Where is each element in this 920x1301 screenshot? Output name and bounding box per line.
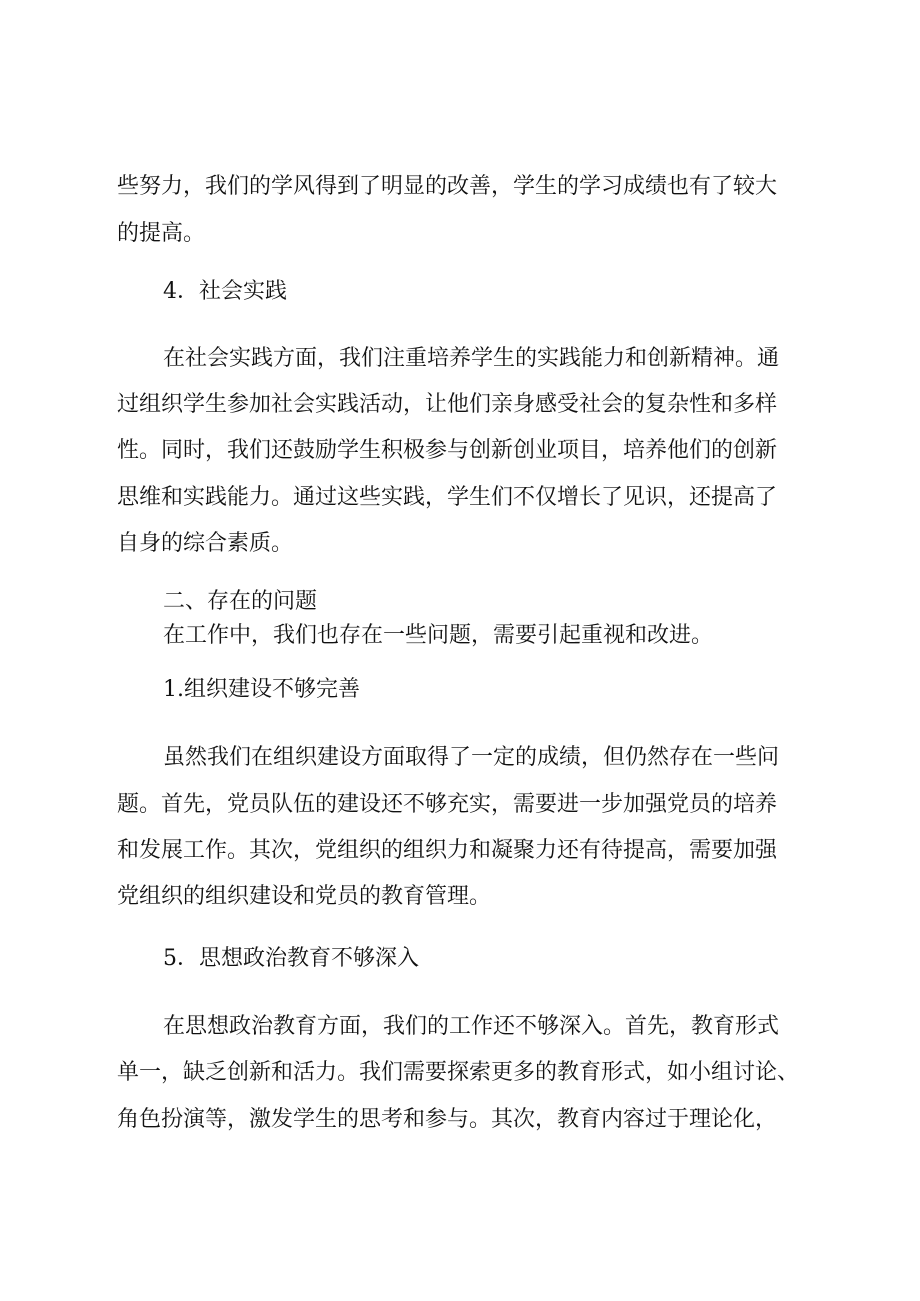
section-heading: 1.组织建设不够完善 [163,677,360,702]
paragraph-line: 自身的综合素质。 [117,531,294,556]
paragraph-line: 题。首先，党员队伍的建设还不够充实，需要进一步加强党员的培养 [117,792,778,817]
paragraph-line: 些努力，我们的学风得到了明显的改善，学生的学习成绩也有了较大 [117,174,778,199]
paragraph-line: 在思想政治教育方面，我们的工作还不够深入。首先，教育形式 [163,1014,780,1039]
paragraph-line: 和发展工作。其次，党组织的组织力和凝聚力还有待提高，需要加强 [117,838,778,863]
section-heading: 4．社会实践 [163,279,287,304]
section-heading: 二、存在的问题 [163,589,318,614]
paragraph-line: 性。同时，我们还鼓励学生积极参与创新创业项目，培养他们的创新 [117,438,778,463]
paragraph-line: 思维和实践能力。通过这些实践，学生们不仅增长了见识，还提高了 [117,485,778,510]
section-heading: 5．思想政治教育不够深入 [163,946,419,971]
paragraph-line: 的提高。 [117,221,206,246]
paragraph-line: 过组织学生参加社会实践活动，让他们亲身感受社会的复杂性和多样 [117,392,778,417]
paragraph-line: 党组织的组织建设和党员的教育管理。 [117,884,492,909]
paragraph-line: 单一，缺乏创新和活力。我们需要探索更多的教育形式，如小组讨论、 [117,1060,800,1085]
paragraph-line: 在工作中，我们也存在一些问题，需要引起重视和改进。 [163,623,714,648]
paragraph-line: 角色扮演等，激发学生的思考和参与。其次，教育内容过于理论化， [117,1107,778,1132]
paragraph-line: 虽然我们在组织建设方面取得了一定的成绩，但仍然存在一些问 [163,745,780,770]
paragraph-line: 在社会实践方面，我们注重培养学生的实践能力和创新精神。通 [163,346,780,371]
